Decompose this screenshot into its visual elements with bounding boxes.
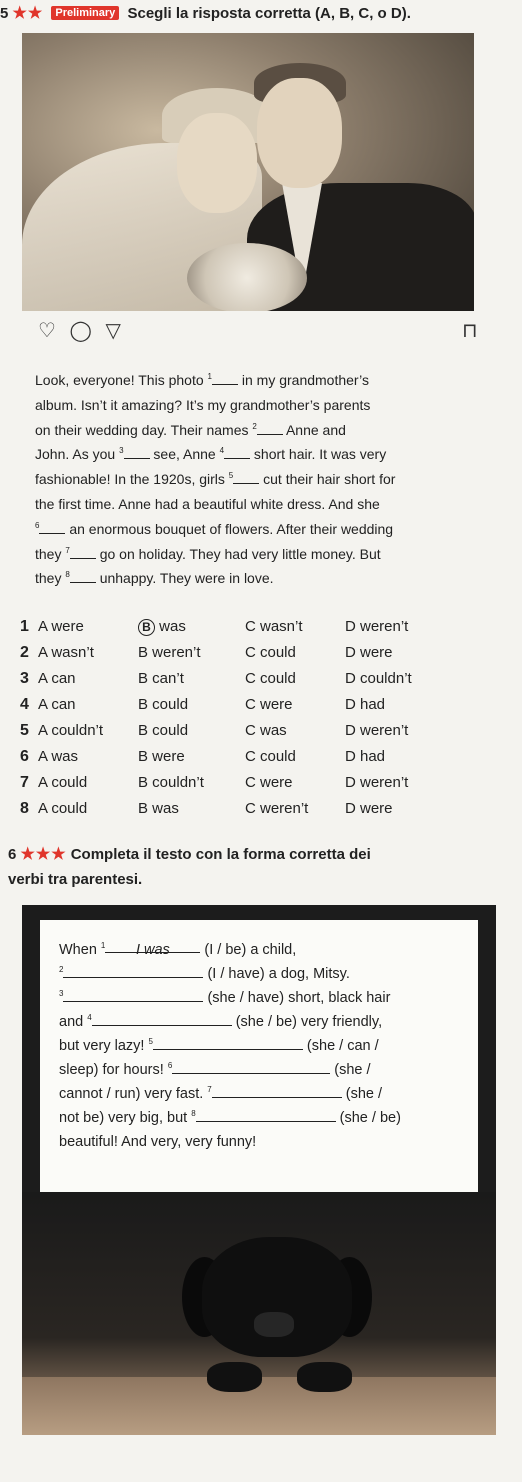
option-b[interactable]: B weren’t [138, 644, 201, 661]
answer-field[interactable] [63, 963, 203, 978]
answer-field[interactable] [196, 1107, 336, 1122]
groom-face [257, 78, 342, 188]
card-text [59, 938, 469, 1154]
send-icon[interactable]: ▽ [105, 320, 121, 342]
option-a[interactable]: A couldn’t [38, 722, 104, 739]
post-line: on their wedding day. Their names $^2$ Anne and [35, 421, 346, 438]
option-c[interactable]: C could [245, 670, 296, 687]
option-c[interactable]: C could [245, 644, 296, 661]
dog-head [202, 1237, 352, 1357]
option-a[interactable]: A could [38, 800, 88, 817]
option-b[interactable]: B could [138, 696, 189, 713]
post-line: fashionable! In the 1920s, girls $^5$ cut their hair short for [35, 471, 396, 488]
option-a[interactable]: A could [38, 774, 88, 791]
card-line: and $^4$ (she / be) very friendly, [59, 1013, 383, 1030]
difficulty-stars: ★★ [12, 5, 44, 22]
option-d[interactable]: D couldn’t [345, 670, 412, 687]
post-line: they $^7$ go on holiday. They had very little money. But [35, 545, 381, 562]
answer-field[interactable] [63, 987, 203, 1002]
option-b[interactable]: B was [138, 800, 179, 817]
post-text [35, 368, 475, 591]
exercise-number: 6 [8, 846, 17, 863]
option-a[interactable]: A was [38, 748, 79, 765]
card-line: not be) very big, but $^8$ (she / be) [59, 1109, 401, 1126]
card-line: $^2$ (I / have) a dog, Mitsy. [59, 965, 350, 982]
exercise-6-header [8, 842, 371, 892]
card-line: When $^1$ I was (I / be) a child, [59, 938, 469, 962]
option-c[interactable]: C was [245, 722, 287, 739]
answer-field[interactable] [172, 1059, 330, 1074]
option-d[interactable]: D were [345, 644, 393, 661]
bookmark-icon[interactable]: ⊓ [462, 320, 478, 342]
bride-face [177, 113, 257, 213]
heart-icon[interactable]: ♡ [38, 320, 56, 342]
option-c[interactable]: C wasn’t [245, 618, 303, 635]
option-a[interactable]: A wasn’t [38, 644, 94, 661]
card-line: $^3$ (she / have) short, black hair [59, 989, 391, 1006]
option-d[interactable]: D weren’t [345, 618, 409, 635]
post-actions [38, 318, 129, 343]
option-c[interactable]: C were [245, 774, 293, 791]
option-a[interactable]: A can [38, 696, 76, 713]
option-d[interactable]: D weren’t [345, 722, 409, 739]
option-d[interactable]: D weren’t [345, 774, 409, 791]
post-line: Look, everyone! This photo $^1$ in my grandmother’s [35, 372, 369, 388]
option-b[interactable]: B could [138, 722, 189, 739]
option-a[interactable]: A were [38, 618, 84, 635]
dog-photo [22, 1192, 496, 1435]
post-line: the first time. Anne had a beautiful white dress. And she [35, 495, 380, 512]
dog-paw [297, 1362, 352, 1392]
difficulty-stars: ★★★ [20, 846, 67, 863]
option-c[interactable]: C were [245, 696, 293, 713]
wedding-photo [22, 33, 474, 311]
preliminary-badge: Preliminary [51, 6, 119, 20]
post-line: $^6$ an enormous bouquet of flowers. After their wedding [35, 520, 394, 537]
option-c[interactable]: C could [245, 748, 296, 765]
option-d[interactable]: D had [345, 748, 386, 765]
option-b-circled[interactable]: B was [138, 618, 186, 636]
option-c[interactable]: C weren’t [245, 800, 309, 817]
option-d[interactable]: D had [345, 696, 386, 713]
option-b[interactable]: B couldn’t [138, 774, 204, 791]
post-line: album. Isn’t it amazing? It’s my grandmother’s parents [35, 396, 371, 413]
post-line: John. As you $^3$ see, Anne $^4$ short hair. It was very [35, 446, 387, 463]
answer-field[interactable] [153, 1035, 303, 1050]
card-line: beautiful! And very, very funny! [59, 1134, 257, 1150]
post-line: they $^8$ unhappy. They were in love. [35, 570, 274, 587]
exercise-5-header [0, 3, 411, 23]
dog-nose [254, 1312, 294, 1337]
exercise-instruction-cont: verbi tra parentesi. [8, 871, 143, 888]
answer-field[interactable]: I was [105, 938, 200, 953]
exercise-instruction: Completa il testo con la forma corretta dei [70, 846, 371, 863]
card-line: cannot / run) very fast. $^7$ (she / [59, 1085, 383, 1102]
answer-field[interactable] [92, 1011, 232, 1026]
card-line: but very lazy! $^5$ (she / can / [59, 1037, 379, 1054]
card-line: sleep) for hours! $^6$ (she / [59, 1061, 371, 1078]
option-b[interactable]: B were [138, 748, 185, 765]
bouquet [187, 243, 307, 311]
option-d[interactable]: D were [345, 800, 393, 817]
option-b[interactable]: B can’t [138, 670, 184, 687]
option-a[interactable]: A can [38, 670, 76, 687]
comment-icon[interactable]: ◯ [69, 320, 92, 342]
dog-paw [207, 1362, 262, 1392]
circled-answer-icon: B [138, 619, 155, 636]
exercise-instruction: Scegli la risposta corretta (A, B, C, o D). [127, 5, 411, 22]
answer-field[interactable] [212, 1083, 342, 1098]
exercise-number: 5 [0, 5, 9, 22]
